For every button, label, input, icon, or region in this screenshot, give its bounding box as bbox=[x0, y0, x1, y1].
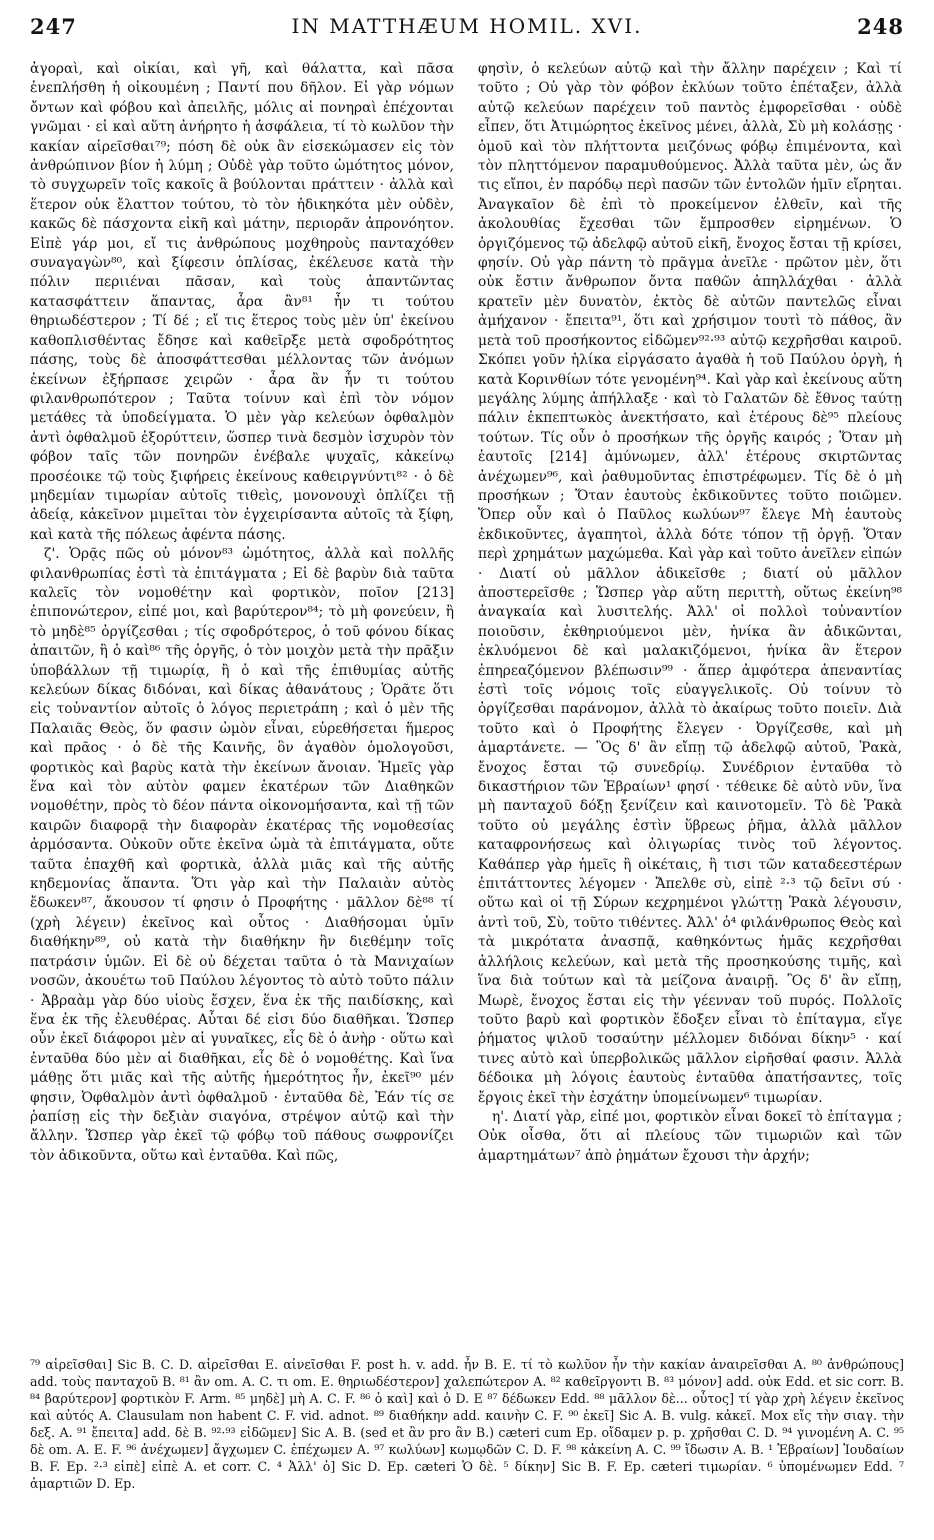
footnote-divider bbox=[30, 1352, 904, 1353]
left-column bbox=[30, 60, 454, 1350]
running-title: IN MATTHÆUM HOMIL. XVI. bbox=[291, 14, 643, 38]
page-number-right: 248 bbox=[857, 14, 904, 39]
right-column bbox=[478, 60, 902, 1350]
paragraph: ἀγοραὶ, καὶ οἰκίαι, καὶ γῆ, καὶ θάλαττα, καὶ πᾶσα ἐνεπλήσθη ἡ οἰκουμένη ; Παντί που δῆλον. Εἰ γὰρ νόμων ὄντων καὶ φόβου καὶ ἀπειλῆς, μόλις αἱ πονηραὶ ἐπέχονται γνῶμαι · εἰ καὶ αὕτη ἀνήρητο ἡ ἀσφάλεια, τί τὸ κωλῦον τὴν κακίαν αἱρεῖσθαι⁷⁹; πόση δὲ οὐκ ἂν εἰσεκώμασεν εἰς τὸν ἀνθρώπινον βίον ἡ λύμη ; Οὐδὲ γὰρ τοῦτο ὠμότητος μόνον, τὸ συγχωρεῖν τοῖς κακοῖς ἃ βούλονται πράττειν · ἀλλὰ καὶ ἕτερον οὐκ ἔλαττον τούτου, τὸ τὸν ἠδικηκότα μὲν οὐδὲν, κακῶς δὲ πάσχοντα εἰκῆ καὶ μάτην, περιορᾶν ἀπρονόητον. Εἰπὲ γάρ μοι, εἴ τις ἀνθρώπους μοχθηροὺς πανταχόθεν συναγαγὼν⁸⁰, καὶ ξίφεσιν ὁπλίσας, ἐκέλευσε κατὰ τὴν πόλιν περιιέναι πᾶσαν, καὶ τοὺς ἀπαντῶντας κατασφάττειν ἅπαντας, ἆρα ἂν⁸¹ ἦν τι τούτου θηριωδέστερον ; Τί δέ ; εἴ τις ἕτερος τοὺς μὲν ὑπ' ἐκείνου καθοπλισθέντας ἔδησε καὶ καθεῖρξε μετὰ σφοδρότητος πάσης, τοὺς δὲ ἀποσφάττεσθαι μέλλοντας τῶν ἀνόμων ἐκείνων ἐξήρπασε χειρῶν · ἆρα ἂν ἦν τι τούτου φιλανθρωπότερον ; Ταῦτα τοίνυν καὶ ἐπὶ τὸν νόμον μετάθες τὰ ὑποδείγματα. Ὁ μὲν γὰρ κελεύων ὀφθαλμὸν ἀντὶ ὀφθαλμοῦ ἐξορύττειν, ὥσπερ τινὰ δεσμὸν ἰσχυρὸν τὸν φόβον ταῖς τῶν πονηρῶν ἐνέβαλε ψυχαῖς, κἀκείνῳ προσέοικε τῷ τοὺς ξιφήρεις ἐκείνους καθειργνύντι⁸² · ὁ δὲ μηδεμίαν τιμωρίαν αὐτοῖς τιθεὶς, μονονουχὶ ὁπλίζει τῇ ἀδείᾳ, κἀκεῖνον μιμεῖται τὸν ἐγχειρίσαντα αὐτοῖς τὰ ξίφη, καὶ κατὰ τῆς πόλεως ἀφέντα πάσης. bbox=[30, 61, 454, 543]
page-number-left: 247 bbox=[30, 14, 77, 39]
footnotes: ⁷⁹ αἱρεῖσθαι] Sic B. C. D. αἱρεῖσθαι E. αἰνεῖσθαι F. post h. v. add. ἦν B. E. τί τὸ κωλῦον ἦν τὴν κακίαν ἀναιρεῖσθαι A. ⁸⁰ ἀνθρώπους] add. τοὺς πανταχοῦ B. ⁸¹ ἂν om. A. C. τι om. E. θηριωδέστερον] χαλεπώτερον A. ⁸² καθεῖργοντι B. ⁸³ μόνον] add. οὐκ Edd. et sic corr. B. ⁸⁴ βαρύτερον] φορτικὸν F. Arm. ⁸⁵ μηδὲ] μὴ A. C. F. ⁸⁶ ὁ καὶ] καὶ ὁ D. E ⁸⁷ δέδωκεν Edd. ⁸⁸ μᾶλλον δὲ... οὗτος] τί γὰρ χρὴ λέγειν ἐκεῖνος καὶ αὐτός A. Clausulam non habent C. F. vid. adnot. ⁸⁹ διαθήκην add. καινὴν C. F. ⁹⁰ ἐκεῖ] Sic A. B. vulg. κἀκεῖ. Mox εἴς τὴν σιαγ. τὴν δεξ. A. ⁹¹ ἔπειτα] add. δὲ B. ⁹²·⁹³ εἰδῶμεν] Sic A. B. (sed et ἂν pro ἂν B.) cæteri cum Ep. οἴδαμεν p. p. χρῆσθαι C. D. ⁹⁴ γινομένη A. C. ⁹⁵ δὲ om. A. E. F. ⁹⁶ ἀνέχωμεν] ἄγχωμεν C. ἐπέχωμεν A. ⁹⁷ κωλύων] κωμῳδῶν C. D. F. ⁹⁸ κἀκείνη A. C. ⁹⁹ ἴδωσιν A. B. ¹ Ἑβραίων] Ἰουδαίων B. F. Ep. ²·³ εἰπὲ] εἰπὲ A. et corr. C. ⁴ Ἀλλ' ὁ] Sic D. Ep. cæteri Ὁ δὲ. ⁵ δίκην] Sic B. F. Ep. cæteri τιμωρίαν. ⁶ ὑπομένωμεν Edd. ⁷ ἁμαρτιῶν D. Ep. bbox=[30, 1357, 904, 1491]
paragraph: ζ'. Ὁρᾷς πῶς οὐ μόνον⁸³ ὠμότητος, ἀλλὰ καὶ πολλῆς φιλανθρωπίας ἐστὶ τὰ ἐπιτάγματα ; Εἰ δὲ βαρὺν διὰ ταῦτα καλεῖς τὸν νομοθέτην καὶ φορτικὸν, ποῖον [213] ἐπιπονώτερον, εἰπέ μοι, καὶ βαρύτερον⁸⁴; τὸ μὴ φονεύειν, ἢ τὸ μηδὲ⁸⁵ ὀργίζεσθαι ; τίς σφοδρότερος, ὁ τοῦ φόνου δίκας ἀπαιτῶν, ἢ ὁ καὶ⁸⁶ τῆς ὀργῆς, ὁ τὸν μοιχὸν μετὰ τὴν πρᾶξιν ὑποβάλλων τῇ τιμωρίᾳ, ἢ ὁ καὶ τῆς ἐπιθυμίας αὐτῆς κελεύων δίκας διδόναι, καὶ δίκας ἀθανάτους ; Ὁρᾶτε ὅτι εἰς τοὐναντίον αὐτοῖς ὁ λόγος περιετράπη ; καὶ ὁ μὲν τῆς Παλαιᾶς Θεὸς, ὅν φασιν ὠμὸν εἶναι, εὑρεθήσεται ἥμερος καὶ πρᾶος · ὁ δὲ τῆς Καινῆς, ὃν ἀγαθὸν ὁμολογοῦσι, φορτικὸς καὶ βαρὺς κατὰ τὴν ἐκείνων ἄνοιαν. Ἡμεῖς γὰρ ἕνα καὶ τὸν αὐτὸν φαμεν ἑκατέρων τῶν Διαθηκῶν νομοθέτην, πρὸς τὸ δέον πάντα οἰκονομήσαντα, καὶ τῇ τῶν καιρῶν διαφορᾷ τὴν διαφορὰν ἑκατέρας τῆς νομοθεσίας ἁρμόσαντα. Οὐκοῦν οὔτε ἐκεῖνα ὠμὰ τὰ ἐπιτάγματα, οὔτε ταῦτα ἐπαχθῆ καὶ φορτικὰ, ἀλλὰ μιᾶς καὶ τῆς αὐτῆς κηδεμονίας ἅπαντα. Ὅτι γὰρ καὶ τὴν Παλαιὰν αὐτὸς ἔδωκεν⁸⁷, ἄκουσον τί φησιν ὁ Προφήτης · μᾶλλον δὲ⁸⁸ τί (χρὴ λέγειν) ἐκεῖνος καὶ οὗτος · Διαθήσομαι ὑμῖν διαθήκην⁸⁹, οὐ κατὰ τὴν διαθήκην ἣν διεθέμην τοῖς πατράσιν ὑμῶν. Εἰ δὲ οὐ δέχεται ταῦτα ὁ τὰ Μανιχαίων νοσῶν, ἀκουέτω τοῦ Παύλου λέγοντος τὸ αὐτὸ τοῦτο πάλιν · Ἀβραὰμ γὰρ δύο υἱοὺς ἔσχεν, ἕνα ἐκ τῆς παιδίσκης, καὶ ἕνα ἐκ τῆς ἐλευθέρας. Αὗται δέ εἰσι δύο διαθῆκαι. Ὥσπερ οὖν ἐκεῖ διάφοροι μὲν αἱ γυναῖκες, εἷς δὲ ὁ ἀνὴρ · οὕτω καὶ ἐνταῦθα δύο μὲν αἱ διαθῆκαι, εἷς δὲ ὁ νομοθέτης. Καὶ ἵνα μάθῃς ὅτι μιᾶς καὶ τῆς αὐτῆς ἡμερότητος ἦν, ἐκεῖ⁹⁰ μέν φησιν, Ὀφθαλμὸν ἀντὶ ὀφθαλμοῦ · ἐνταῦθα δὲ, Ἐάν τίς σε ῥαπίσῃ εἰς τὴν δεξιὰν σιαγόνα, στρέψον αὐτῷ καὶ τὴν ἄλλην. Ὥσπερ γὰρ ἐκεῖ τῷ φόβῳ τοῦ πάθους σωφρονίζει τὸν ἀδικοῦντα, οὕτω καὶ ἐνταῦθα. Καὶ πῶς, bbox=[30, 546, 454, 1164]
paragraph: η'. Διατί γὰρ, εἰπέ μοι, φορτικὸν εἶναι δοκεῖ τὸ ἐπίταγμα ; Οὐκ οἶσθα, ὅτι αἱ πλείους τῶν τιμωριῶν καὶ τῶν ἁμαρτημάτων⁷ ἀπὸ ῥημάτων ἔχουσι τὴν ἀρχήν; bbox=[478, 1108, 902, 1164]
paragraph: φησὶν, ὁ κελεύων αὐτῷ καὶ τὴν ἄλλην παρέχειν ; Καὶ τί τοῦτο ; Οὐ γὰρ τὸν φόβον ἐκλύων τοῦτο ἐπέταξεν, ἀλλὰ αὐτῷ κελεύων παρέχειν τοῦ παντὸς ἐμφορεῖσθαι · οὐδὲ εἶπεν, ὅτι Ἀτιμώρητος ἐκεῖνος μένει, ἀλλὰ, Σὺ μὴ κολάσῃς · ὁμοῦ καὶ τὸν πλήττοντα μειζόνως φόβῳ ἐπιμένοντα, καὶ τὸν πληττόμενον παραμυθούμενος. Ἀλλὰ ταῦτα μὲν, ὡς ἄν τις εἴποι, ἐν παρόδῳ περὶ πασῶν τῶν ἐντολῶν ἡμῖν εἴρηται. Ἀναγκαῖον δὲ ἐπὶ τὸ προκείμενον ἐλθεῖν, καὶ τῆς ἀκολουθίας ἔχεσθαι τῶν ἔμπροσθεν εἰρημένων. Ὁ ὀργιζόμενος τῷ ἀδελφῷ αὐτοῦ εἰκῆ, ἔνοχος ἔσται τῇ κρίσει, φησίν. Οὐ γὰρ πάντη τὸ πρᾶγμα ἀνεῖλε · πρῶτον μὲν, ὅτι οὐκ ἔστιν ἄνθρωπον ὄντα παθῶν ἀπηλλάχθαι · ἀλλὰ κρατεῖν μὲν δυνατὸν, ἐκτὸς δὲ αὐτῶν παντελῶς εἶναι ἀμήχανον · ἔπειτα⁹¹, ὅτι καὶ χρήσιμον τουτὶ τὸ πάθος, ἂν μετὰ τοῦ προσήκοντος εἰδῶμεν⁹²·⁹³ αὐτῷ κεχρῆσθαι καιροῦ. Σκόπει γοῦν ἡλίκα εἰργάσατο ἀγαθὰ ἡ τοῦ Παύλου ὀργὴ, ἡ κατὰ Κορινθίων τότε γενομένη⁹⁴. Καὶ γὰρ καὶ ἐκείνους αὕτη μεγάλης λύμης ἀπήλλαξε · καὶ τὸ Γαλατῶν δὲ ἔθνος ταύτῃ πάλιν ἐκπεπτωκὸς ἀνεκτήσατο, καὶ ἑτέρους δὲ⁹⁵ πλείους τούτων. Τίς οὖν ὁ προσήκων τῆς ὀργῆς καιρός ; Ὅταν μὴ ἑαυτοῖς [214] ἀμύνωμεν, ἀλλ' ἑτέρους σκιρτῶντας ἀνέχωμεν⁹⁶, καὶ ῥαθυμοῦντας ἐπιστρέφωμεν. Τίς δὲ ὁ μὴ προσήκων ; Ὅταν ἑαυτοὺς ἐκδικοῦντες τοῦτο ποιῶμεν. Ὅπερ οὖν καὶ ὁ Παῦλος κωλύων⁹⁷ ἔλεγε Μὴ ἑαυτοὺς ἐκδικοῦντες, ἀγαπητοὶ, ἀλλὰ δότε τόπον τῇ ὀργῇ. Ὅταν περὶ χρημάτων μαχώμεθα. Καὶ γὰρ καὶ τοῦτο ἀνεῖλεν εἰπών · Διατί οὐ μᾶλλον ἀδικεῖσθε ; διατί οὐ μᾶλλον ἀποστερεῖσθε ; Ὥσπερ γὰρ αὕτη περιττὴ, οὕτως ἐκείνη⁹⁸ ἀναγκαία καὶ λυσιτελής. Ἀλλ' οἱ πολλοὶ τοὐναντίον ποιοῦσιν, ἐκθηριούμενοι μὲν, ἡνίκα ἂν ἀδικῶνται, ἐκλυόμενοι δὲ καὶ μαλακιζόμενοι, ἡνίκα ἂν ἕτερον ἐπηρεαζόμενον βλέπωσιν⁹⁹ · ἅπερ ἀμφότερα ἀπεναντίας ἐστὶ τοῖς νόμοις τοῖς εὐαγγελικοῖς. Οὐ τοίνυν τὸ ὀργίζεσθαι παράνομον, ἀλλὰ τὸ ἀκαίρως τοῦτο ποιεῖν. Διὰ τοῦτο καὶ ὁ Προφήτης ἔλεγεν · Ὀργίζεσθε, καὶ μὴ ἁμαρτάνετε. — Ὃς δ' ἂν εἴπῃ τῷ ἀδελφῷ αὐτοῦ, Ῥακὰ, ἔνοχος ἔσται τῷ συνεδρίῳ. Συνέδριον ἐνταῦθα τὸ δικαστήριον τῶν Ἑβραίων¹ φησί · τέθεικε δὲ αὐτὸ νῦν, ἵνα μὴ πανταχοῦ δόξῃ ξενίζειν καὶ καινοτομεῖν. Τὸ δὲ Ῥακὰ τοῦτο οὐ μεγάλης ἐστὶν ὕβρεως ῥῆμα, ἀλλὰ μᾶλλον καταφρονήσεως καὶ ὀλιγωρίας τινὸς τοῦ λέγοντος. Καθάπερ γὰρ ἡμεῖς ἢ οἰκέταις, ἢ τισι τῶν καταδεεστέρων ἐπιτάττοντες λέγομεν · Ἄπελθε σὺ, εἰπὲ ²·³ τῷ δεῖνι σύ · οὕτω καὶ οἱ τῇ Σύρων κεχρημένοι γλώττῃ Ῥακὰ λέγουσιν, ἀντὶ τοῦ, Σὺ, τοῦτο τιθέντες. Ἀλλ' ὁ⁴ φιλάνθρωπος Θεὸς καὶ τὰ μικρότατα ἀνασπᾷ, καθηκόντως ἡμᾶς κεχρῆσθαι ἀλλήλοις κελεύων, καὶ μετὰ τῆς προσηκούσης τιμῆς, καὶ ἵνα διὰ τούτων καὶ τὰ μείζονα ἀναιρῇ. Ὃς δ' ἂν εἴπῃ, Μωρὲ, ἔνοχος ἔσται εἰς τὴν γέενναν τοῦ πυρός. Πολλοῖς τοῦτο βαρὺ καὶ φορτικὸν ἔδοξεν εἶναι τὸ ἐπίταγμα, εἴγε ῥήματος ψιλοῦ τοσαύτην μέλλομεν διδόναι δίκην⁵ · καί τινες αὐτὸ καὶ ὑπερβολικῶς μᾶλλον εἰρῆσθαί φασιν. Ἀλλὰ δέδοικα μὴ λόγοις ἑαυτοὺς ἐνταῦθα ἀπατήσαντες, τοῖς ἔργοις ἐκεῖ τὴν ἐσχάτην ὑπομείνωμεν⁶ τιμωρίαν. bbox=[478, 61, 902, 1106]
running-header bbox=[30, 6, 904, 42]
